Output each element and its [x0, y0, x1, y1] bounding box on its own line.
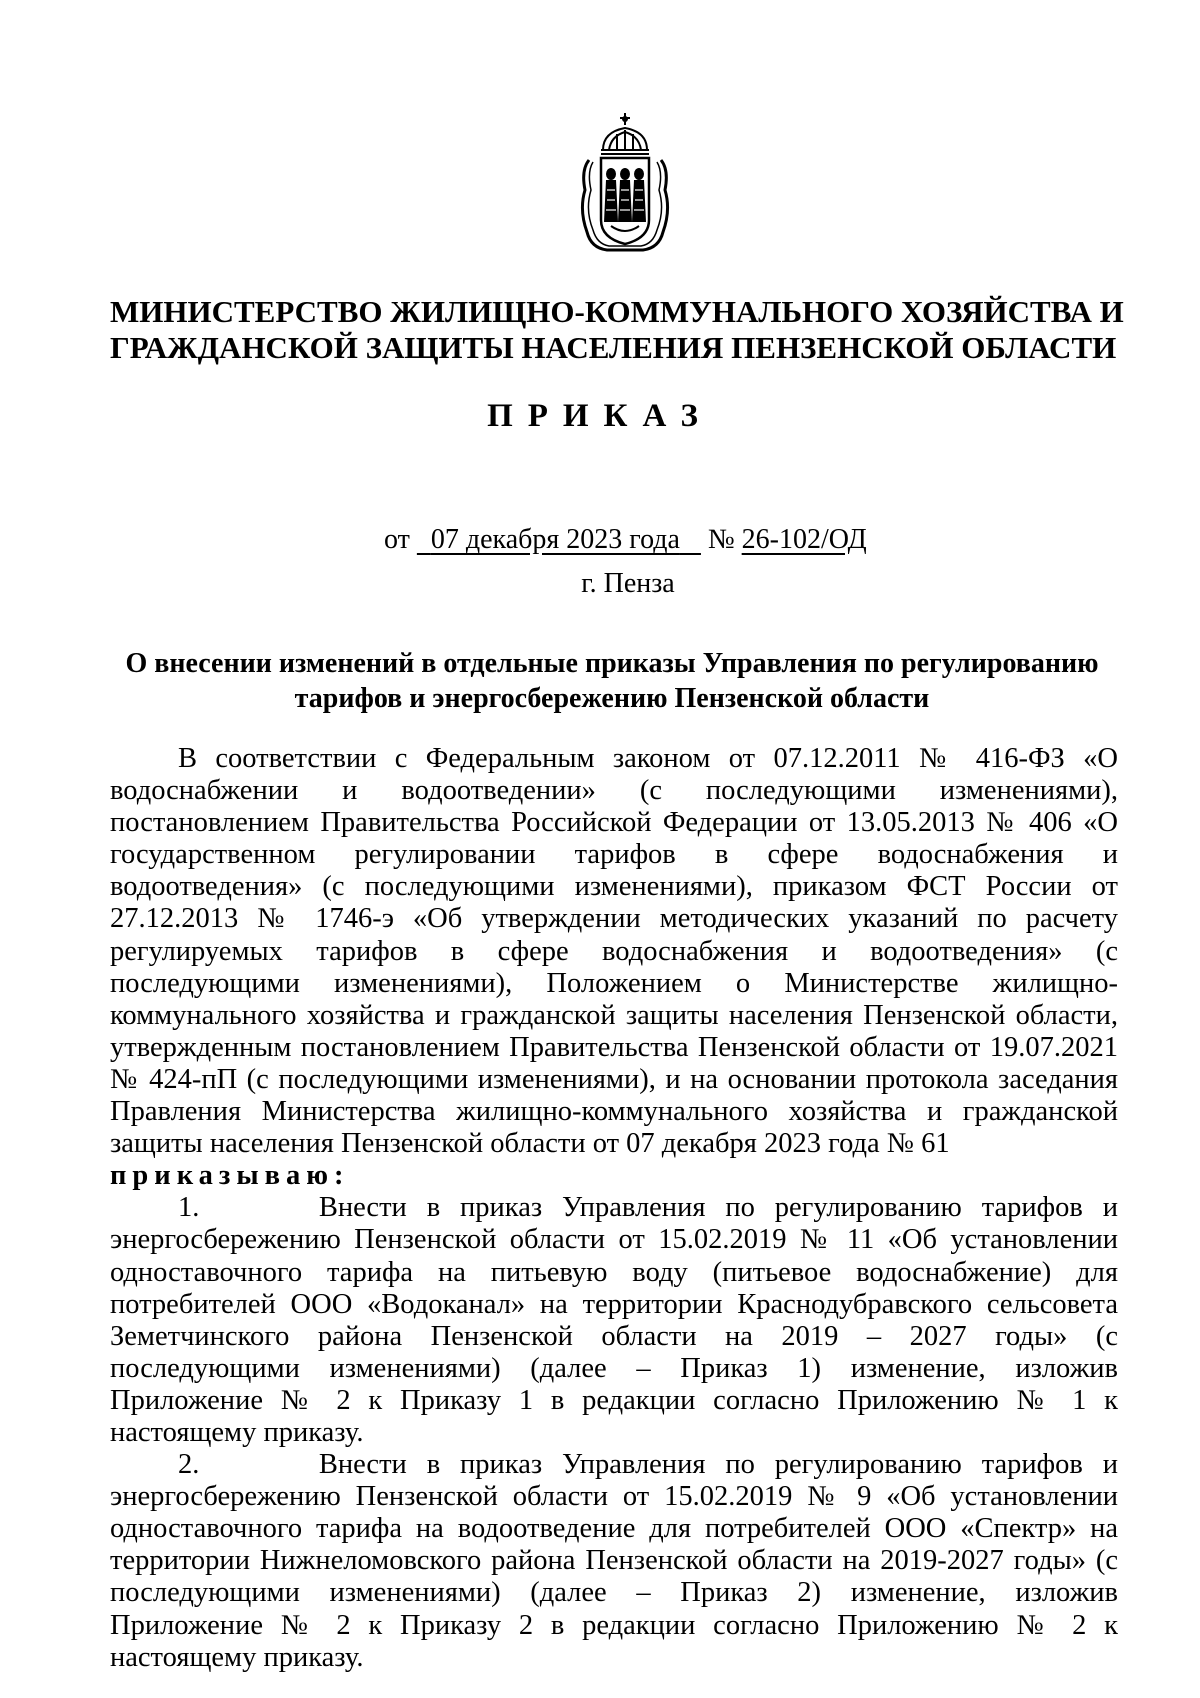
- order-subject: [112, 646, 1112, 716]
- order-item-2-text: Внести в приказ Управления по регулированию тарифов и энергосбережению Пензенской области от 15.02.2019 № 9 «Об установлении одноставочного тарифа на водоотведение для потребителей ООО «Спектр» на территории Нижнеломовского района Пензенской области на 2019-2027 годы» (с последующими изменениями) (далее – Приказ 2) изменение, изложив Приложение № 2 к Приказу 2 в редакции согласно Приложению № 2 к настоящему приказу.: [110, 1449, 1119, 1673]
- order-number: 26-102/ОД: [741, 524, 867, 555]
- date-prefix: от: [384, 524, 410, 555]
- order-subject-line1: О внесении изменений в отдельные приказы Управления по регулированию: [125, 648, 1099, 679]
- order-body: [110, 743, 1118, 1674]
- order-item-1-text: Внести в приказ Управления по регулированию тарифов и энергосбережению Пензенской области от 15.02.2019 № 11 «Об установлении одноставочного тарифа на питьевую воду (питьевое водоснабжение) для потребителей ООО «Водоканал» на территории Краснодубравского сельсовета Земетчинского района Пензенской области на 2019 – 2027 годы» (с последующими изменениями) (далее – Приказ 1) изменение, изложив Приложение № 2 к Приказу 1 в редакции согласно Приложению № 1 к настоящему приказу.: [110, 1192, 1119, 1448]
- order-date: 07 декабря 2023 года: [430, 524, 680, 555]
- ministry-name-line2: ГРАЖДАНСКОЙ ЗАЩИТЫ НАСЕЛЕНИЯ ПЕНЗЕНСКОЙ ОБЛАСТИ: [110, 330, 1117, 365]
- decree-word: приказываю:: [110, 1160, 350, 1192]
- order-item-2: [110, 1449, 1118, 1674]
- order-item-1: [110, 1192, 1118, 1449]
- coat-of-arms-penza-icon: [573, 110, 677, 260]
- number-prefix: №: [707, 524, 735, 555]
- order-city: г. Пенза: [581, 568, 675, 599]
- ministry-name-line1: МИНИСТЕРСТВО ЖИЛИЩНО-КОММУНАЛЬНОГО ХОЗЯЙСТВА И: [110, 294, 1124, 329]
- order-item-2-number: 2.: [178, 1449, 200, 1481]
- order-item-1-number: 1.: [178, 1192, 200, 1224]
- order-subject-line2: тарифов и энергосбережению Пензенской области: [294, 683, 930, 714]
- document-type-title: ПРИКАЗ: [487, 398, 713, 434]
- preamble-paragraph: В соответствии с Федеральным законом от 07.12.2011 № 416-ФЗ «О водоснабжении и водоотведении» (с последующими изменениями), постановлением Правительства Российской Федерации от 13.05.2013 № 406 «О государственном регулировании тарифов в сфере водоснабжения и водоотведения» (с последующими изменениями), приказом ФСТ России от 27.12.2013 № 1746-э «Об утверждении методических указаний по расчету регулируемых тарифов в сфере водоснабжения и водоотведения» (с последующими изменениями), Положением о Министерстве жилищно-коммунального хозяйства и гражданской защиты населения Пензенской области, утвержденным постановлением Правительства Пензенской области от 19.07.2021 № 424-пП (с последующими изменениями), и на основании протокола заседания Правления Министерства жилищно-коммунального хозяйства и гражданской защиты населения Пензенской области от 07 декабря 2023 года № 61: [110, 743, 1118, 1160]
- ministry-name: [110, 294, 1124, 366]
- order-date-number-line: [384, 524, 867, 556]
